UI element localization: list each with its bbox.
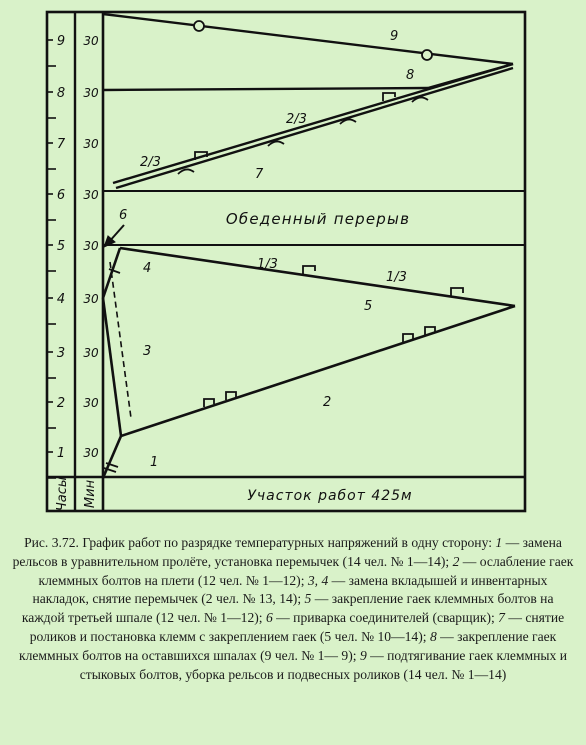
line-label-8: 8 bbox=[406, 68, 415, 83]
caption-item-number: 8 bbox=[429, 628, 437, 644]
hours-axis-header: Часы bbox=[55, 476, 70, 512]
line-3 bbox=[103, 298, 121, 436]
caption-item-text: — закрепление гаек клеммных болтов на каждой третьей шпале (12 чел. № 1—12); bbox=[21, 591, 554, 626]
lines-1-3-4 bbox=[103, 248, 131, 478]
line-label-3: 3 bbox=[143, 344, 152, 359]
line-label-4: 4 bbox=[143, 261, 152, 276]
caption-item-number: 2 bbox=[452, 553, 460, 569]
fraction-label: 1/3 bbox=[386, 270, 407, 285]
hour-label: 1 bbox=[56, 446, 66, 461]
caption-prefix: Рис. 3.72. График работ по разрядке температурных напряжений в одну сторону: bbox=[24, 535, 496, 550]
caption-item-number: 3, 4 bbox=[307, 572, 329, 588]
line-label-6: 6 bbox=[119, 208, 128, 223]
clamp-mark bbox=[178, 169, 194, 174]
hour-label: 5 bbox=[56, 239, 66, 254]
caption-item-text: — приварка соединителей (сварщик); bbox=[272, 610, 499, 626]
fraction-label: 2/3 bbox=[140, 155, 161, 170]
caption-item-text: — ослабление гаек клеммных болтов на плети (12 чел. № 1—12); bbox=[38, 553, 574, 588]
minute-label: 30 bbox=[83, 34, 99, 48]
fraction-label: 2/3 bbox=[286, 112, 307, 127]
welder-arrow bbox=[104, 225, 124, 247]
line-label-9: 9 bbox=[390, 29, 399, 44]
caption-item-number: 1 bbox=[495, 535, 503, 550]
minute-label: 30 bbox=[83, 396, 99, 410]
line-label-5: 5 bbox=[364, 299, 373, 314]
line-label-2: 2 bbox=[323, 395, 332, 410]
bolt-mark bbox=[303, 266, 315, 274]
caption-item-text: — замена рельсов в уравнительном пролёте, установка перемычек (14 чел. № 1—14); bbox=[12, 535, 562, 569]
hour-label: 9 bbox=[56, 34, 66, 49]
hour-label: 8 bbox=[56, 86, 66, 101]
roller-marker bbox=[422, 50, 432, 60]
minute-label: 30 bbox=[83, 137, 99, 151]
minute-label: 30 bbox=[83, 446, 99, 460]
minutes-axis-header: Мин bbox=[83, 479, 98, 509]
minute-label: 30 bbox=[83, 292, 99, 306]
caption-item-text: — замена вкладышей и инвентарных накладок, снятие перемычек (2 чел. № 13, 14); bbox=[32, 572, 548, 607]
minute-label: 30 bbox=[83, 188, 99, 202]
minute-label: 30 bbox=[83, 346, 99, 360]
line-1 bbox=[103, 436, 121, 478]
figure-caption bbox=[10, 534, 576, 684]
hour-label: 3 bbox=[56, 346, 66, 361]
line-3-dashed bbox=[110, 262, 131, 418]
line-5 bbox=[120, 248, 515, 306]
hour-label: 7 bbox=[56, 137, 66, 152]
line-label-1: 1 bbox=[150, 455, 159, 470]
caption-item-text: — подтягивание гаек клеммных и стыковых болтов, уборка рельсов и подвесных роликов (14 чел. № 1—14) bbox=[79, 647, 567, 682]
line-9 bbox=[103, 14, 513, 90]
work-area-label: Участок работ 425м bbox=[247, 488, 413, 504]
line-2 bbox=[121, 306, 515, 436]
lunch-break-label: Обеденный перерыв bbox=[225, 210, 411, 228]
bolt-mark bbox=[451, 288, 463, 296]
caption-item-number: 6 bbox=[265, 610, 273, 626]
hour-label: 2 bbox=[56, 396, 66, 411]
hour-label: 6 bbox=[56, 188, 66, 203]
fraction-label: 1/3 bbox=[257, 257, 278, 272]
hour-label: 4 bbox=[56, 292, 66, 307]
minute-label: 30 bbox=[83, 239, 99, 253]
line-7-8 bbox=[113, 64, 513, 188]
minute-label: 30 bbox=[83, 86, 99, 100]
caption-item-text: — снятие роликов и постановка клемм с закреплением гаек (5 чел. № 10—14); bbox=[29, 610, 565, 644]
caption-item-number: 5 bbox=[304, 591, 312, 607]
caption-item-text: — закрепление гаек клеммных болтов на оставшихся шпалах (9 чел. № 1— 9); bbox=[19, 628, 557, 663]
line-label-7: 7 bbox=[255, 167, 264, 182]
caption-item-number: 9 bbox=[359, 647, 367, 663]
caption-item-number: 7 bbox=[498, 610, 505, 626]
roller-marker bbox=[194, 21, 204, 31]
